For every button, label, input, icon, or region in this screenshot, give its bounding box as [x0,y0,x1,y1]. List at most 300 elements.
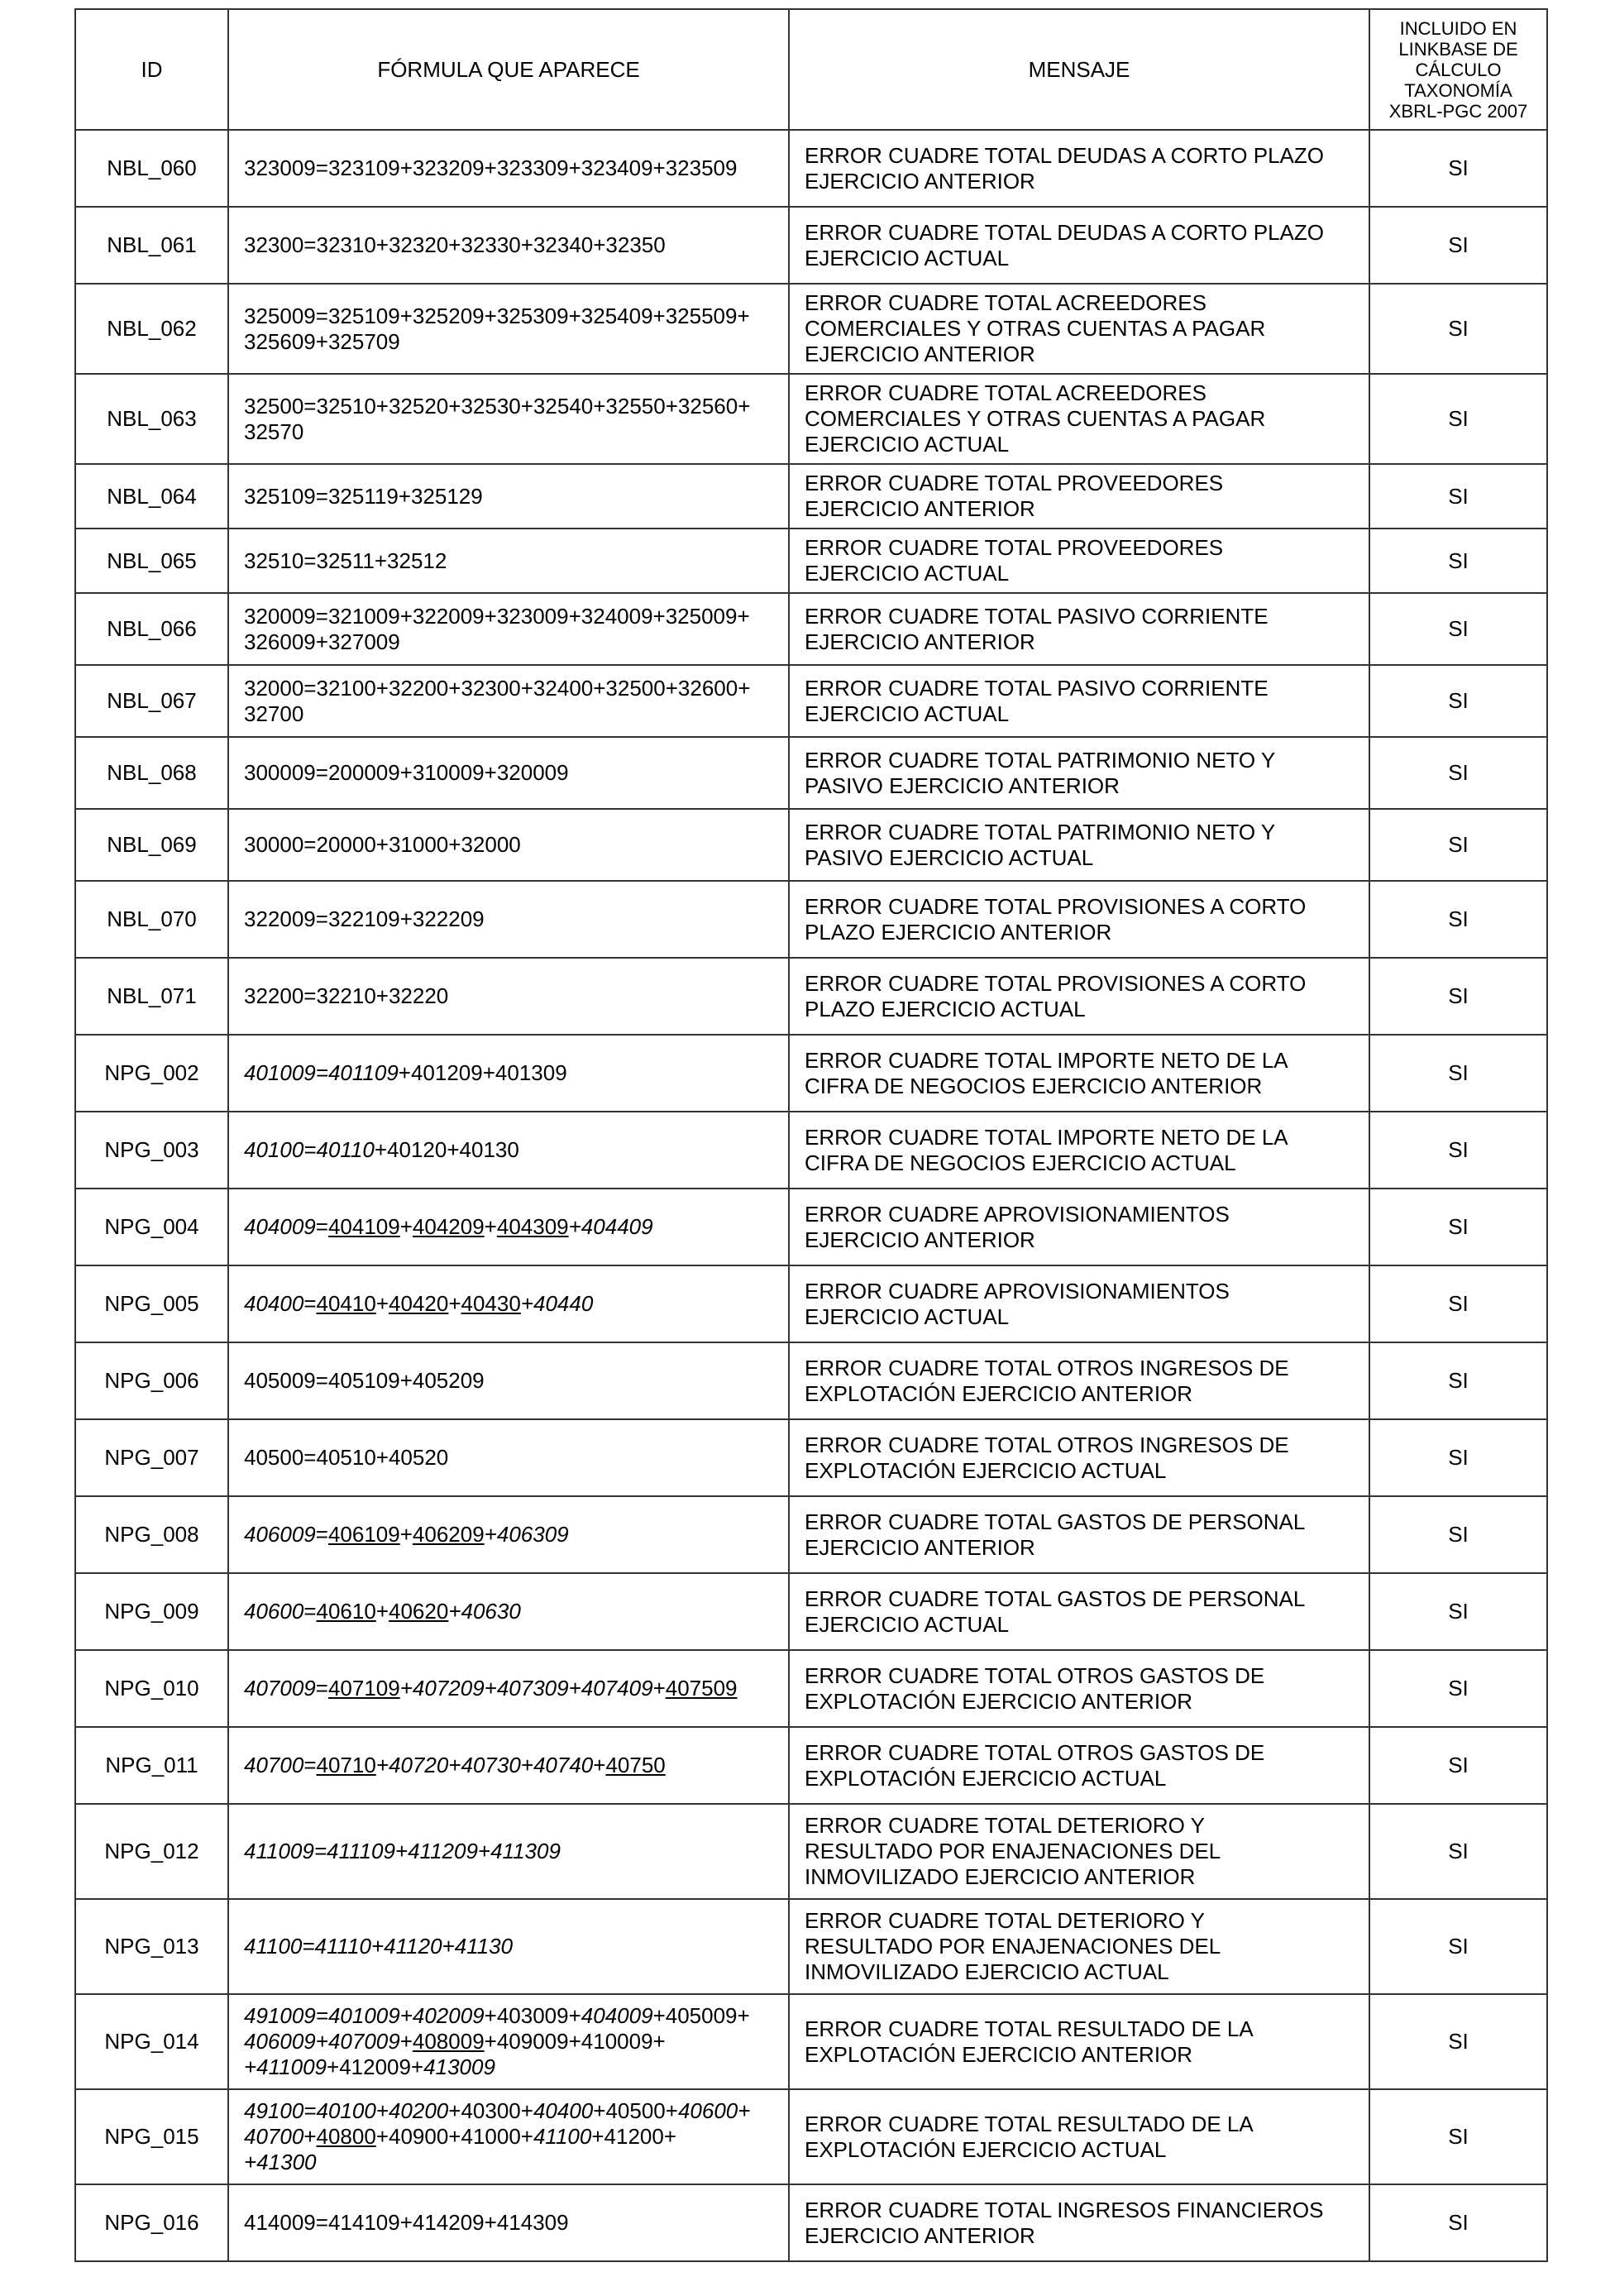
row-id: NBL_068 [75,737,228,809]
message-line: EJERCICIO ACTUAL [805,1303,1010,1329]
formula-segment: +40720+40730+40740 [375,1753,594,1777]
row-message [789,374,1369,464]
row-id: NPG_004 [75,1189,228,1265]
message-line: ERROR CUADRE TOTAL GASTOS DE PERSONAL [805,1586,1306,1611]
row-included: SI [1369,2184,1547,2261]
row-id: NPG_011 [75,1727,228,1804]
row-message [789,665,1369,737]
table-row [75,1899,1547,1994]
message-line: EJERCICIO ANTERIOR [805,1227,1035,1252]
table-header-row [75,9,1547,130]
formula-line [244,1291,773,1317]
formula-segment: 413009 [423,2054,495,2079]
row-id: NPG_013 [75,1899,228,1994]
formula-segment: 401009=401109 [244,1060,399,1085]
message-line: COMERCIALES Y OTRAS CUENTAS A PAGAR [805,316,1266,341]
table-row [75,2089,1547,2184]
row-message [789,1419,1369,1496]
row-formula [228,1994,789,2089]
row-formula [228,464,789,529]
row-formula [228,207,789,284]
row-included: SI [1369,1727,1547,1804]
row-id: NPG_012 [75,1804,228,1899]
row-included: SI [1369,665,1547,737]
row-message [789,1265,1369,1342]
row-id: NPG_010 [75,1650,228,1727]
formula-segment: = [315,1214,328,1239]
formula-line [244,2054,773,2080]
formula-segment: 40600 [244,1599,304,1624]
row-formula [228,665,789,737]
row-included: SI [1369,1342,1547,1419]
message-line: ERROR CUADRE TOTAL PROVEEDORES [805,535,1224,560]
formula-segment: +41200+ [591,2124,677,2149]
message-line: ERROR CUADRE TOTAL PROVISIONES A CORTO [805,893,1307,919]
formula-line [244,1368,773,1394]
message-line: EJERCICIO ACTUAL [805,432,1010,457]
message-line: ERROR CUADRE TOTAL PATRIMONIO NETO Y [805,747,1276,773]
header-id: ID [75,9,228,130]
row-id: NPG_003 [75,1112,228,1189]
row-id: NPG_015 [75,2089,228,2184]
table-row [75,809,1547,881]
message-line: EXPLOTACIÓN EJERCICIO ANTERIOR [805,1688,1193,1714]
table-row [75,374,1547,464]
message-line: PASIVO EJERCICIO ACTUAL [805,844,1094,870]
formula-segment: +403009+ [484,2003,581,2028]
formula-line [244,629,773,655]
formula-line [244,1060,773,1086]
row-formula [228,593,789,665]
formula-segment: + [399,1214,413,1239]
row-message [789,1035,1369,1112]
formula-line [244,394,773,419]
table-body [75,130,1547,2261]
formula-segment: 40100=40110 [244,1137,375,1162]
formula-segment: 406109 [327,1522,400,1547]
message-line: ERROR CUADRE TOTAL OTROS INGRESOS DE [805,1432,1289,1457]
message-line: EXPLOTACIÓN EJERCICIO ACTUAL [805,1457,1167,1483]
row-message [789,284,1369,374]
message-line: ERROR CUADRE TOTAL DEUDAS A CORTO PLAZO [805,142,1324,168]
message-line: ERROR CUADRE TOTAL RESULTADO DE LA [805,2016,1254,2041]
formula-segment: 491009=401009+402009 [244,2003,485,2028]
formula-line [244,1676,773,1701]
header-included-line: INCLUIDO EN [1399,17,1517,39]
formula-segment: 40700 [244,1753,304,1777]
formula-line [244,1214,773,1240]
formula-segment: + [484,1214,497,1239]
formula-segment: 325009=325109+325209+325309+325409+325509+ [244,303,750,328]
table-row [75,1189,1547,1265]
formula-segment: = [315,1676,328,1700]
header-formula: FÓRMULA QUE APARECE [228,9,789,130]
formula-segment: + [303,2124,317,2149]
formula-line [244,2210,773,2236]
formula-segment: +405009+ [652,2003,750,2028]
formula-segment: 32500=32510+32520+32530+32540+32550+32560+ [244,393,751,419]
message-line: PLAZO EJERCICIO ANTERIOR [805,919,1112,945]
formula-line [244,548,773,574]
row-id: NBL_069 [75,809,228,881]
row-included: SI [1369,207,1547,284]
row-included: SI [1369,1650,1547,1727]
message-line: COMERCIALES Y OTRAS CUENTAS A PAGAR [805,406,1266,431]
formula-segment: +406309 [484,1522,569,1547]
formula-segment: +409009+410009+ [484,2029,666,2054]
message-line: EJERCICIO ACTUAL [805,1611,1010,1637]
row-id: NPG_009 [75,1573,228,1650]
row-included: SI [1369,529,1547,593]
formula-segment: 40500=40510+40520 [244,1445,449,1470]
formula-segment: 32510=32511+32512 [244,548,447,573]
formula-segment: 32000=32100+32200+32300+32400+32500+32600+ [244,675,751,701]
row-included: SI [1369,809,1547,881]
row-id: NBL_063 [75,374,228,464]
table-row [75,529,1547,593]
formula-line [244,1753,773,1778]
formula-segment: 404209 [412,1214,485,1239]
formula-segment: +40120+40130 [374,1137,519,1162]
row-included: SI [1369,1496,1547,1573]
formula-segment: + [399,2029,413,2054]
formula-segment: 49100=40100+40200 [244,2098,449,2123]
row-id: NBL_064 [75,464,228,529]
row-id: NPG_007 [75,1419,228,1496]
formula-segment: 32300=32310+32320+32330+32340+32350 [244,232,666,257]
formula-line [244,983,773,1009]
formula-line [244,1839,773,1864]
row-included: SI [1369,1265,1547,1342]
row-formula [228,1899,789,1994]
message-line: ERROR CUADRE APROVISIONAMIENTOS [805,1201,1230,1227]
formula-line [244,2029,773,2054]
row-formula [228,737,789,809]
formula-segment: +404409 [568,1214,653,1239]
row-included: SI [1369,881,1547,958]
formula-segment: 40750 [605,1753,666,1777]
formula-segment: 30000=20000+31000+32000 [244,832,521,857]
message-line: ERROR CUADRE TOTAL PASIVO CORRIENTE [805,603,1269,629]
message-line: RESULTADO POR ENAJENACIONES DEL [805,1934,1221,1959]
table-row [75,1265,1547,1342]
message-line: ERROR CUADRE TOTAL PROVEEDORES [805,471,1224,495]
row-included: SI [1369,130,1547,207]
formula-segment: + [399,1522,413,1547]
message-line: EXPLOTACIÓN EJERCICIO ACTUAL [805,2136,1167,2162]
formula-segment: + [593,1753,606,1777]
row-included: SI [1369,1112,1547,1189]
table-row [75,1112,1547,1189]
formula-segment: 40420 [389,1291,449,1316]
message-line: INMOVILIZADO EJERCICIO ANTERIOR [805,1864,1196,1889]
row-formula [228,1112,789,1189]
formula-segment: 322009=322109+322209 [244,906,485,931]
table-row [75,1496,1547,1573]
formula-segment: 323009=323109+323209+323309+323409+323509 [244,155,738,180]
message-line: EJERCICIO ANTERIOR [805,496,1035,521]
formula-line [244,329,773,355]
formula-segment: +40440 [520,1291,594,1316]
formula-segment: 40400 [533,2098,594,2123]
table-row [75,665,1547,737]
formula-segment: +401209+401309 [398,1060,567,1085]
row-message [789,464,1369,529]
row-formula [228,1650,789,1727]
row-formula [228,881,789,958]
row-id: NBL_070 [75,881,228,958]
message-line: EJERCICIO ACTUAL [805,245,1010,270]
message-line: ERROR CUADRE TOTAL INGRESOS FINANCIEROS [805,2197,1324,2222]
row-formula [228,1035,789,1112]
row-formula [228,2089,789,2184]
formula-segment: = [303,1599,317,1624]
formula-segment: = [303,1753,317,1777]
row-message [789,593,1369,665]
table-row [75,1419,1547,1496]
formula-segment: 300009=200009+310009+320009 [244,760,569,785]
formula-segment: 32700 [244,701,304,726]
row-id: NPG_014 [75,1994,228,2089]
table-row [75,464,1547,529]
row-message [789,1496,1369,1573]
row-formula [228,1189,789,1265]
row-formula [228,1804,789,1899]
message-line: ERROR CUADRE TOTAL DEUDAS A CORTO PLAZO [805,219,1324,245]
table-row [75,1994,1547,2089]
row-formula [228,1727,789,1804]
row-included: SI [1369,464,1547,529]
message-line: ERROR CUADRE TOTAL PROVISIONES A CORTO [805,970,1307,996]
formula-segment: 32200=32210+32220 [244,983,449,1008]
message-line: RESULTADO POR ENAJENACIONES DEL [805,1839,1221,1863]
row-id: NBL_065 [75,529,228,593]
formula-segment: 405009=405109+405209 [244,1368,485,1393]
table-row [75,284,1547,374]
message-line: CIFRA DE NEGOCIOS EJERCICIO ACTUAL [805,1150,1236,1175]
table-row [75,2184,1547,2261]
formula-segment: 407009 [244,1676,316,1700]
message-line: ERROR CUADRE TOTAL OTROS GASTOS DE [805,1739,1265,1765]
formula-line [244,1599,773,1624]
row-id: NBL_067 [75,665,228,737]
message-line: PLAZO EJERCICIO ACTUAL [805,996,1086,1021]
message-line: ERROR CUADRE TOTAL OTROS INGRESOS DE [805,1355,1289,1380]
formula-segment: 411009=411109+411209+411309 [244,1839,561,1863]
formula-segment: = [303,1291,317,1316]
row-included: SI [1369,1419,1547,1496]
table-row [75,130,1547,207]
formula-segment: 406209 [412,1522,485,1547]
row-included: SI [1369,1189,1547,1265]
formula-segment: 40620 [389,1599,449,1624]
row-message [789,1727,1369,1804]
formula-line [244,232,773,258]
formula-segment: + [448,1291,461,1316]
formula-line [244,304,773,329]
row-included: SI [1369,593,1547,665]
message-line: ERROR CUADRE TOTAL RESULTADO DE LA [805,2111,1254,2136]
row-included: SI [1369,2089,1547,2184]
formula-segment: 40700 [244,2124,304,2149]
message-line: ERROR CUADRE TOTAL PATRIMONIO NETO Y [805,819,1276,844]
row-included: SI [1369,1573,1547,1650]
row-formula [228,2184,789,2261]
header-included-line: CÁLCULO [1415,59,1502,80]
row-formula [228,529,789,593]
row-formula [228,284,789,374]
formula-segment: 404109 [327,1214,400,1239]
row-id: NPG_008 [75,1496,228,1573]
row-id: NBL_071 [75,958,228,1035]
formula-line [244,1445,773,1471]
row-id: NBL_066 [75,593,228,665]
formula-segment: +411009 [244,2054,327,2079]
message-line: EJERCICIO ANTERIOR [805,1534,1035,1560]
formula-segment: 40410 [316,1291,376,1316]
row-id: NBL_062 [75,284,228,374]
formula-segment: + [652,1676,666,1700]
row-included: SI [1369,374,1547,464]
formula-line [244,2003,773,2029]
message-line: EXPLOTACIÓN EJERCICIO ANTERIOR [805,2041,1193,2067]
formula-segment: 407109 [327,1676,400,1700]
table-row [75,593,1547,665]
formula-segment: 406009 [244,1522,316,1547]
table-row [75,1650,1547,1727]
row-id: NPG_005 [75,1265,228,1342]
row-message [789,1112,1369,1189]
row-message [789,130,1369,207]
message-line: EJERCICIO ACTUAL [805,561,1010,586]
formula-line [244,676,773,701]
row-message [789,529,1369,593]
formula-segment: 414009=414109+414209+414309 [244,2210,569,2235]
message-line: EJERCICIO ACTUAL [805,701,1010,726]
header-included-line: TAXONOMÍA [1404,79,1512,101]
formula-segment: 408009 [412,2029,485,2054]
formula-segment: 40430 [461,1291,521,1316]
row-formula [228,809,789,881]
formula-line [244,155,773,181]
formula-segment: 40800 [316,2124,376,2149]
message-line: EXPLOTACIÓN EJERCICIO ACTUAL [805,1765,1167,1791]
row-formula [228,958,789,1035]
header-included-line: LINKBASE DE [1398,38,1518,60]
formula-segment: + [375,1599,389,1624]
row-formula [228,130,789,207]
message-line: ERROR CUADRE TOTAL OTROS GASTOS DE [805,1662,1265,1688]
row-included: SI [1369,737,1547,809]
message-line: PASIVO EJERCICIO ANTERIOR [805,773,1120,798]
row-id: NBL_061 [75,207,228,284]
row-formula [228,1419,789,1496]
row-id: NPG_002 [75,1035,228,1112]
message-line: EJERCICIO ANTERIOR [805,168,1035,194]
formula-line [244,906,773,932]
formula-segment: 404309 [496,1214,569,1239]
formula-segment: +40300+ [448,2098,533,2123]
formula-segment: 326009+327009 [244,629,400,654]
header-included-line: XBRL-PGC 2007 [1388,100,1528,122]
message-line: EJERCICIO ANTERIOR [805,342,1035,366]
row-formula [228,1342,789,1419]
message-line: EXPLOTACIÓN EJERCICIO ANTERIOR [805,1380,1193,1406]
formula-line [244,1522,773,1547]
message-line: ERROR CUADRE TOTAL ACREEDORES [805,380,1206,405]
formula-segment: +407209+407309+407409 [399,1676,653,1700]
formula-line [244,832,773,858]
row-message [789,1804,1369,1899]
formula-segment: 40610 [316,1599,376,1624]
message-line: ERROR CUADRE TOTAL IMPORTE NETO DE LA [805,1047,1288,1073]
formula-segment: = [315,1522,328,1547]
formula-segment: + [375,1291,389,1316]
formula-segment: 404009 [244,1214,316,1239]
row-message [789,1899,1369,1994]
row-message [789,2089,1369,2184]
row-message [789,1650,1369,1727]
message-line: INMOVILIZADO EJERCICIO ACTUAL [805,1959,1169,1984]
message-line: CIFRA DE NEGOCIOS EJERCICIO ANTERIOR [805,1073,1263,1098]
table-row [75,958,1547,1035]
formula-line [244,2098,773,2124]
row-message [789,809,1369,881]
table-row [75,881,1547,958]
message-line: ERROR CUADRE APROVISIONAMIENTOS [805,1278,1230,1303]
formula-line [244,419,773,445]
formula-segment: 40400 [244,1291,304,1316]
row-formula [228,1573,789,1650]
row-included: SI [1369,284,1547,374]
message-line: EJERCICIO ANTERIOR [805,629,1035,654]
formula-line [244,1137,773,1163]
row-id: NPG_016 [75,2184,228,2261]
header-message: MENSAJE [789,9,1369,130]
row-formula [228,1265,789,1342]
row-included: SI [1369,1994,1547,2089]
row-included: SI [1369,1035,1547,1112]
table-row [75,1573,1547,1650]
header-included [1369,9,1547,130]
formula-line [244,760,773,786]
formula-segment: +40500+ [593,2098,678,2123]
document-page [74,8,1546,2262]
row-message [789,1342,1369,1419]
message-line: ERROR CUADRE TOTAL DETERIORO Y [805,1813,1205,1838]
formula-line [244,701,773,727]
formula-line [244,1934,773,1959]
row-message [789,1994,1369,2089]
formula-segment: 406009+407009 [244,2029,400,2054]
row-included: SI [1369,1899,1547,1994]
formula-segment: +412009+ [327,2054,424,2079]
row-formula [228,1496,789,1573]
row-message [789,881,1369,958]
formula-line [244,484,773,509]
table-row [75,1342,1547,1419]
message-line: ERROR CUADRE TOTAL GASTOS DE PERSONAL [805,1509,1306,1534]
row-message [789,1573,1369,1650]
row-message [789,2184,1369,2261]
formula-segment: 407509 [665,1676,738,1700]
row-message [789,207,1369,284]
row-message [789,737,1369,809]
formula-segment: +40630 [448,1599,521,1624]
row-id: NPG_006 [75,1342,228,1419]
table-row [75,1727,1547,1804]
formula-segment: +40900+41000+ [375,2124,533,2149]
